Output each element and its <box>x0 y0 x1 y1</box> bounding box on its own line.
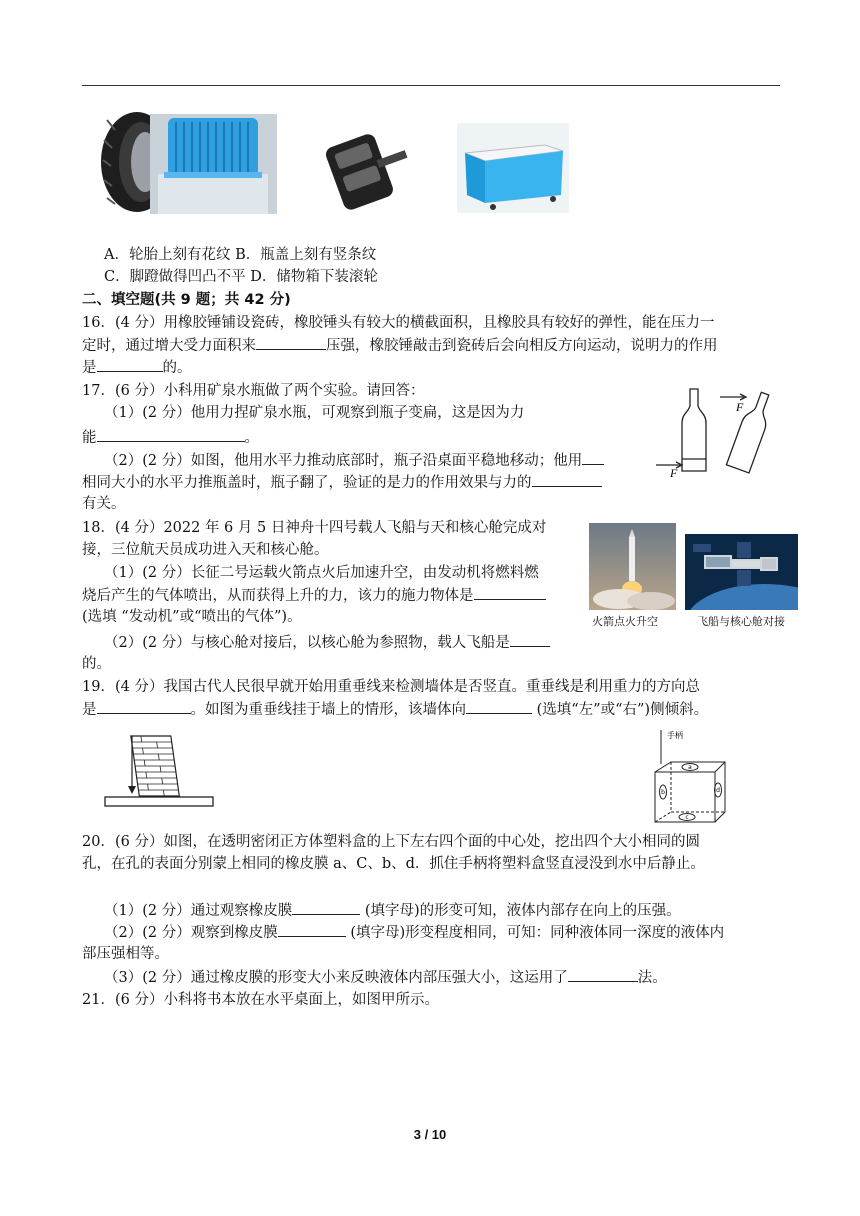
q19-line1: 19．(4 分）我国古代人民很早就开始用重垂线来检测墙体是否竖直。重垂线是利用重力的方向总 <box>82 679 700 695</box>
q16-blank2[interactable] <box>97 356 163 372</box>
q20-p1: （1）(2 分）通过观察橡皮膜 (填字母)的形变可知，液体内部存在向上的压强。 <box>104 899 681 922</box>
bottle-cap-image <box>150 114 277 214</box>
q20-p3: （3）(2 分）通过橡皮膜的形变大小来反映液体内部压强大小，这运用了 法。 <box>104 966 667 989</box>
q20-p2c: 部压强相等。 <box>82 946 169 962</box>
q18-line2: 接，三位航天员成功进入天和核心舱。 <box>82 542 329 558</box>
q17-line1: 17．(6 分）小科用矿泉水瓶做了两个实验。请回答： <box>82 383 425 399</box>
q18-p1b: 烧后产生的气体喷出，从而获得上升的力，该力的施力物体是 <box>82 584 546 607</box>
q19-line2: 是 。如图为重垂线挂于墙上的情形，该墙体向 (选填“左”或“右”)侧倾斜。 <box>82 698 708 721</box>
plumb-line-wall-diagram <box>100 730 218 812</box>
q16-blank1[interactable] <box>256 334 326 350</box>
q17-p2c: 有关。 <box>82 496 126 512</box>
q17-p1a: （1）(2 分）他用力捏矿泉水瓶，可观察到瓶子变扁，这是因为力 <box>104 405 525 421</box>
q19-blank1[interactable] <box>97 698 191 714</box>
q20-line2: 孔，在孔的表面分别蒙上相同的橡皮膜 a、C、b、d．抓住手柄将塑料盒竖直浸没到水中后静止。 <box>82 856 705 872</box>
q19-blank2[interactable] <box>466 698 532 714</box>
storage-box-image <box>457 123 569 213</box>
q21-line1: 21．(6 分）小科将书本放在水平桌面上，如图甲所示。 <box>82 992 439 1008</box>
q16-line1: 16．(4 分）用橡胶锤铺设瓷砖，橡胶锤头有较大的横截面积，且橡胶具有较好的弹性，能在压力一 <box>82 315 715 331</box>
rocket-launch-image <box>589 523 676 610</box>
section2-heading: 二、填空题(共 9 题；共 42 分) <box>82 292 291 308</box>
q17-blank1[interactable] <box>97 426 245 442</box>
q18-p1a: （1）(2 分）长征二号运载火箭点火后加速升空，由发动机将燃料燃 <box>104 565 539 581</box>
membrane-c-label: c <box>685 814 689 821</box>
membrane-b-label: b <box>661 789 665 796</box>
q16-line3: 是 的。 <box>82 356 192 379</box>
membrane-d-label: d <box>716 787 720 794</box>
q15-options-line2: C．脚蹬做得凹凸不平 D．储物箱下装滚轮 <box>104 269 378 285</box>
caption-rocket-launch: 火箭点火升空 <box>592 615 658 628</box>
q16-line2: 定时，通过增大受力面积来 压强，橡胶锤敲击到瓷砖后会向相反方向运动，说明力的作用 <box>82 334 718 357</box>
q18-p2a: （2）(2 分）与核心舱对接后，以核心舱为参照物，载人飞船是 <box>104 631 550 654</box>
q17-p1b: 能 。 <box>82 426 259 449</box>
bike-pedal-image <box>320 124 416 220</box>
spacecraft-docking-image <box>685 534 798 610</box>
q20-line1: 20．(6 分）如图，在透明密闭正方体塑料盒的上下左右四个面的中心处，挖出四个大小相同的圆 <box>82 834 700 850</box>
force-label-top: F <box>736 400 744 414</box>
q17-p2a: （2）(2 分）如图，他用水平力推动底部时，瓶子沿桌面平稳地移动；他用 <box>104 449 604 472</box>
q20-blank2[interactable] <box>278 921 346 937</box>
force-label-bottom: F <box>670 466 678 480</box>
q18-p2b: 的。 <box>82 656 111 672</box>
q17-blank-pre <box>582 449 604 465</box>
bottle-push-diagram <box>650 385 780 480</box>
q20-blank3[interactable] <box>568 966 638 982</box>
handle-label: 手柄 <box>667 731 683 740</box>
membrane-a-label: a <box>688 764 692 771</box>
q17-p2b: 相同大小的水平力推瓶盖时，瓶子翻了，验证的是力的作用效果与力的 <box>82 471 602 494</box>
q17-blank2[interactable] <box>532 471 602 487</box>
q20-p2: （2）(2 分）观察到橡皮膜 (填字母)形变程度相同，可知：同种液体同一深度的液体内 <box>104 921 724 944</box>
header-rule <box>82 85 780 86</box>
page-number: 3 / 10 <box>413 1127 447 1142</box>
q18-blank1[interactable] <box>474 584 546 600</box>
caption-docking: 飞船与核心舱对接 <box>697 615 785 628</box>
q18-line1: 18．(4 分）2022 年 6 月 5 日神舟十四号载人飞船与天和核心舱完成对 <box>82 520 547 536</box>
q18-blank2[interactable] <box>510 631 550 647</box>
q15-options-line1: A．轮胎上刻有花纹 B．瓶盖上刻有竖条纹 <box>104 247 377 263</box>
q20-blank1[interactable] <box>292 899 360 915</box>
cube-membrane-diagram <box>645 728 735 828</box>
q18-p1c: (选填 “发动机”或“喷出的气体”)。 <box>82 609 302 625</box>
